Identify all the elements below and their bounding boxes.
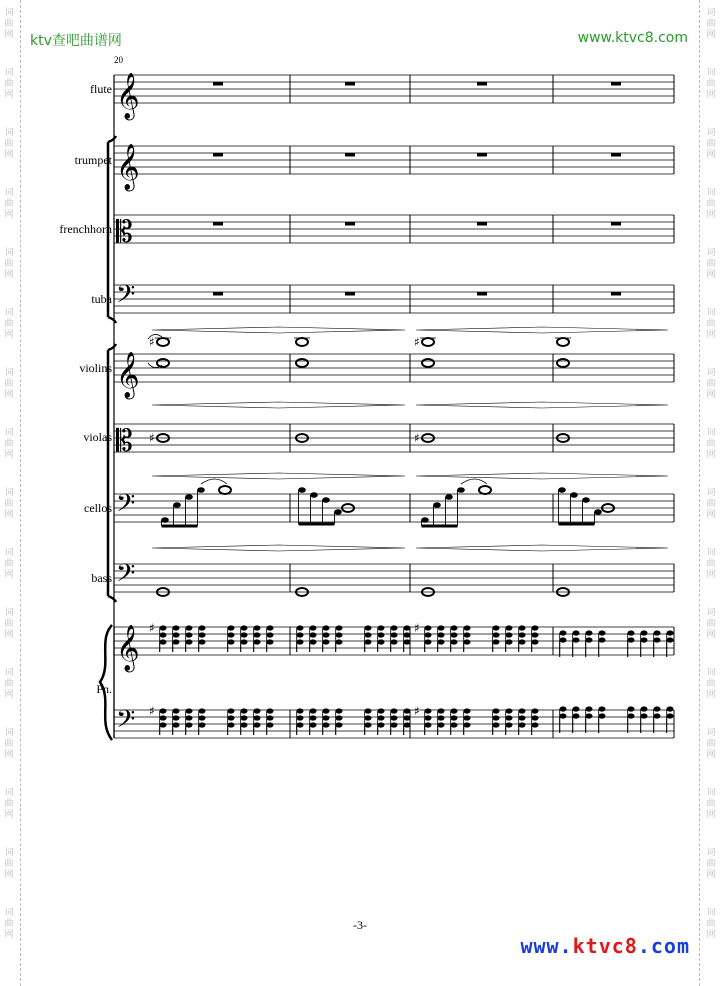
piano-chord-note	[654, 706, 661, 711]
side-watermark-glyph: 词 曲 网	[706, 128, 716, 160]
piano-chord-note	[425, 639, 432, 644]
whole-rest	[213, 292, 223, 296]
sharp-icon: ♯	[149, 335, 155, 349]
piano-chord-note	[173, 715, 180, 720]
piano-chord-note	[628, 630, 635, 635]
sharp-icon: ♯	[414, 621, 420, 635]
piano-chord-note	[425, 708, 432, 713]
piano-chord-note	[464, 625, 471, 630]
eighth-note	[421, 517, 429, 523]
piano-chord-note	[336, 632, 343, 637]
measure-number: 20	[114, 55, 123, 65]
whole-note	[557, 359, 569, 367]
sharp-icon: ♯	[414, 335, 420, 349]
side-watermark-glyph: 词 曲 网	[4, 8, 14, 40]
piano-chord-note	[451, 722, 458, 727]
piano-chord-note	[391, 722, 398, 727]
piano-chord-note	[641, 713, 648, 718]
piano-chord-note	[532, 625, 539, 630]
whole-rest	[345, 153, 355, 157]
piano-chord-note	[173, 722, 180, 727]
side-watermark-glyph: 词 曲 网	[4, 488, 14, 520]
tie	[201, 479, 227, 484]
piano-chord-note	[310, 715, 317, 720]
piano-chord-note	[199, 639, 206, 644]
piano-chord-note	[438, 722, 445, 727]
piano-chord-note	[323, 625, 330, 630]
piano-chord-note	[464, 708, 471, 713]
eighth-note	[570, 492, 578, 498]
piano-chord-note	[378, 715, 385, 720]
piano-chord-note	[336, 715, 343, 720]
footer-url-prefix: www.	[520, 934, 573, 958]
piano-chord-note	[493, 708, 500, 713]
piano-chord-note	[654, 713, 661, 718]
piano-chord-note	[573, 706, 580, 711]
piano-chord-note	[228, 722, 235, 727]
side-watermark-glyph: 词 曲 网	[706, 188, 716, 220]
side-watermark-glyph: 词 曲 网	[706, 608, 716, 640]
eighth-note	[594, 509, 602, 515]
piano-chord-note	[493, 625, 500, 630]
piano-chord-note	[160, 722, 167, 727]
piano-chord-note	[451, 625, 458, 630]
clef-icon: 𝄡	[116, 424, 133, 459]
piano-chord-note	[323, 708, 330, 713]
whole-rest	[611, 222, 621, 226]
piano-chord-note	[297, 639, 304, 644]
piano-chord-note	[336, 625, 343, 630]
eighth-note	[173, 502, 181, 508]
piano-chord-note	[199, 715, 206, 720]
whole-rest	[477, 153, 487, 157]
site-name-header: ktv查吧曲谱网	[30, 33, 122, 49]
piano-chord-note	[560, 637, 567, 642]
whole-note	[557, 338, 569, 346]
piano-chord-note	[425, 715, 432, 720]
piano-chord-note	[336, 722, 343, 727]
piano-chord-note	[391, 708, 398, 713]
piano-chord-note	[297, 708, 304, 713]
piano-chord-note	[573, 637, 580, 642]
piano-chord-note	[532, 722, 539, 727]
piano-chord-note	[628, 637, 635, 642]
whole-note	[296, 359, 308, 367]
piano-chord-note	[654, 637, 661, 642]
whole-rest	[477, 82, 487, 86]
piano-chord-note	[586, 637, 593, 642]
piano-chord-note	[519, 632, 526, 637]
piano-chord-note	[310, 639, 317, 644]
eighth-note	[197, 487, 205, 493]
side-watermark-glyph: 词 曲 网	[706, 908, 716, 940]
whole-rest	[477, 292, 487, 296]
side-watermark-glyph: 词 曲 网	[706, 68, 716, 100]
piano-chord-note	[667, 706, 674, 711]
strings-bracket	[108, 344, 116, 602]
whole-rest	[213, 222, 223, 226]
piano-chord-note	[297, 715, 304, 720]
piano-chord-note	[404, 715, 411, 720]
piano-chord-note	[519, 715, 526, 720]
piano-chord-note	[404, 639, 411, 644]
piano-chord-note	[560, 630, 567, 635]
side-watermark-glyph: 词 曲 网	[4, 128, 14, 160]
piano-chord-note	[241, 632, 248, 637]
piano-chord-note	[228, 625, 235, 630]
piano-chord-note	[451, 639, 458, 644]
piano-chord-note	[160, 632, 167, 637]
piano-chord-note	[391, 639, 398, 644]
side-watermark-glyph: 词 曲 网	[706, 248, 716, 280]
piano-chord-note	[438, 639, 445, 644]
piano-chord-note	[254, 625, 261, 630]
side-watermark-glyph: 词 曲 网	[706, 848, 716, 880]
sharp-icon: ♯	[149, 431, 155, 445]
whole-note	[422, 359, 434, 367]
piano-chord-note	[186, 632, 193, 637]
eighth-note	[558, 487, 566, 493]
piano-chord-note	[378, 639, 385, 644]
whole-rest	[213, 82, 223, 86]
piano-chord-note	[254, 722, 261, 727]
piano-chord-note	[267, 715, 274, 720]
hairpin	[152, 545, 405, 551]
piano-chord-note	[438, 708, 445, 713]
piano-chord-note	[365, 632, 372, 637]
piano-chord-note	[532, 708, 539, 713]
piano-chord-note	[241, 625, 248, 630]
piano-chord-note	[365, 708, 372, 713]
piano-chord-note	[267, 708, 274, 713]
side-watermark-glyph: 词 曲 网	[4, 188, 14, 220]
piano-chord-note	[186, 639, 193, 644]
instrument-label-bass: bass	[91, 571, 112, 585]
clef-icon: 𝄢	[116, 559, 136, 594]
piano-chord-note	[186, 715, 193, 720]
piano-chord-note	[173, 625, 180, 630]
piano-chord-note	[173, 639, 180, 644]
piano-chord-note	[404, 625, 411, 630]
piano-chord-note	[310, 632, 317, 637]
side-watermark-glyph: 词 曲 网	[4, 68, 14, 100]
eighth-note	[322, 497, 330, 503]
side-watermark-glyph: 词 曲 网	[4, 728, 14, 760]
piano-chord-note	[267, 632, 274, 637]
side-watermark-glyph: 词 曲 网	[4, 548, 14, 580]
piano-chord-note	[532, 639, 539, 644]
piano-chord-note	[378, 708, 385, 713]
piano-chord-note	[186, 625, 193, 630]
piano-chord-note	[641, 630, 648, 635]
piano-chord-note	[186, 722, 193, 727]
piano-chord-note	[532, 715, 539, 720]
instrument-label-tuba: tuba	[91, 292, 112, 306]
whole-rest	[345, 292, 355, 296]
clef-icon: 𝄞	[116, 625, 140, 671]
piano-chord-note	[404, 708, 411, 713]
piano-chord-note	[160, 708, 167, 713]
piano-chord-note	[160, 625, 167, 630]
piano-chord-note	[506, 708, 513, 713]
whole-rest	[213, 153, 223, 157]
piano-chord-note	[464, 715, 471, 720]
piano-chord-note	[323, 632, 330, 637]
piano-chord-note	[506, 625, 513, 630]
piano-chord-note	[160, 715, 167, 720]
side-watermark-glyph: 词 曲 网	[706, 428, 716, 460]
piano-chord-note	[599, 713, 606, 718]
piano-chord-note	[241, 708, 248, 713]
piano-chord-note	[560, 713, 567, 718]
piano-chord-note	[451, 715, 458, 720]
instrument-label-piano: Pn.	[96, 682, 112, 696]
hairpin	[416, 402, 668, 408]
piano-chord-note	[586, 713, 593, 718]
piano-chord-note	[586, 630, 593, 635]
piano-chord-note	[532, 632, 539, 637]
eighth-note	[185, 494, 193, 500]
piano-chord-note	[519, 625, 526, 630]
piano-chord-note	[378, 625, 385, 630]
piano-chord-note	[199, 722, 206, 727]
piano-chord-note	[438, 715, 445, 720]
piano-chord-note	[297, 625, 304, 630]
whole-note	[296, 338, 308, 346]
piano-chord-note	[267, 722, 274, 727]
piano-chord-note	[365, 722, 372, 727]
piano-chord-note	[573, 630, 580, 635]
piano-chord-note	[391, 625, 398, 630]
piano-chord-note	[519, 639, 526, 644]
piano-chord-note	[241, 722, 248, 727]
sharp-icon: ♯	[414, 431, 420, 445]
piano-chord-note	[451, 632, 458, 637]
piano-chord-note	[628, 706, 635, 711]
instrument-label-trumpet: trumpet	[74, 153, 112, 167]
hairpin	[416, 327, 668, 333]
piano-chord-note	[560, 706, 567, 711]
piano-chord-note	[425, 632, 432, 637]
side-watermark-glyph: 词 曲 网	[706, 308, 716, 340]
piano-chord-note	[297, 632, 304, 637]
side-watermark-glyph: 词 曲 网	[706, 548, 716, 580]
whole-rest	[345, 82, 355, 86]
piano-chord-note	[241, 639, 248, 644]
piano-chord-note	[641, 637, 648, 642]
piano-chord-note	[297, 722, 304, 727]
piano-chord-note	[438, 632, 445, 637]
piano-chord-note	[173, 632, 180, 637]
piano-chord-note	[323, 722, 330, 727]
piano-chord-note	[336, 708, 343, 713]
piano-chord-note	[186, 708, 193, 713]
piano-chord-note	[254, 708, 261, 713]
piano-chord-note	[378, 722, 385, 727]
side-watermark-glyph: 词 曲 网	[706, 368, 716, 400]
piano-chord-note	[199, 625, 206, 630]
instrument-label-violas: violas	[83, 430, 112, 444]
footer-site-url	[520, 934, 690, 958]
piano-chord-note	[586, 706, 593, 711]
piano-chord-note	[464, 639, 471, 644]
piano-chord-note	[378, 632, 385, 637]
clef-icon: 𝄞	[116, 73, 140, 119]
clef-icon: 𝄢	[116, 705, 136, 740]
site-url-header: www.ktvc8.com	[577, 30, 688, 46]
eighth-note	[433, 502, 441, 508]
piano-chord-note	[310, 625, 317, 630]
piano-chord-note	[310, 708, 317, 713]
piano-chord-note	[228, 715, 235, 720]
side-watermark-glyph: 词 曲 网	[706, 668, 716, 700]
instrument-label-violins: violins	[79, 361, 112, 375]
side-watermark-glyph: 词 曲 网	[4, 428, 14, 460]
piano-chord-note	[464, 632, 471, 637]
side-watermark-glyph: 词 曲 网	[706, 788, 716, 820]
piano-chord-note	[425, 722, 432, 727]
piano-chord-note	[199, 708, 206, 713]
piano-chord-note	[519, 722, 526, 727]
hairpin	[152, 473, 405, 479]
piano-chord-note	[667, 637, 674, 642]
side-watermark-glyph: 词 曲 网	[4, 788, 14, 820]
piano-chord-note	[451, 708, 458, 713]
side-watermark-glyph: 词 曲 网	[706, 488, 716, 520]
piano-chord-note	[173, 708, 180, 713]
piano-chord-note	[493, 639, 500, 644]
piano-chord-note	[519, 708, 526, 713]
eighth-note	[310, 492, 318, 498]
piano-chord-note	[323, 715, 330, 720]
side-watermark-glyph: 词 曲 网	[4, 668, 14, 700]
piano-chord-note	[391, 632, 398, 637]
piano-chord-note	[506, 722, 513, 727]
instrument-label-flute: flute	[90, 82, 112, 96]
piano-chord-note	[365, 639, 372, 644]
clef-icon: 𝄞	[116, 144, 140, 190]
piano-chord-note	[573, 713, 580, 718]
side-watermark-glyph: 词 曲 网	[4, 848, 14, 880]
clef-icon: 𝄡	[116, 215, 133, 250]
piano-chord-note	[365, 625, 372, 630]
piano-chord-note	[667, 630, 674, 635]
piano-chord-note	[267, 625, 274, 630]
piano-chord-note	[599, 630, 606, 635]
whole-rest	[611, 292, 621, 296]
footer-url-brand: ktvc8	[572, 934, 638, 958]
side-watermark-glyph: 词 曲 网	[4, 368, 14, 400]
hairpin	[416, 545, 668, 551]
piano-chord-note	[425, 625, 432, 630]
piano-chord-note	[641, 706, 648, 711]
clef-icon: 𝄢	[116, 280, 136, 315]
sharp-icon: ♯	[414, 704, 420, 718]
side-watermark-glyph: 词 曲 网	[4, 308, 14, 340]
piano-chord-note	[628, 713, 635, 718]
piano-chord-note	[506, 639, 513, 644]
tie	[461, 479, 487, 484]
side-watermark-glyph: 词 曲 网	[706, 8, 716, 40]
piano-chord-note	[654, 630, 661, 635]
piano-chord-note	[599, 706, 606, 711]
piano-chord-note	[254, 632, 261, 637]
hairpin	[416, 473, 668, 479]
hairpin	[152, 327, 405, 333]
whole-rest	[611, 82, 621, 86]
piano-chord-note	[241, 715, 248, 720]
piano-chord-note	[365, 715, 372, 720]
hairpin	[152, 402, 405, 408]
piano-chord-note	[310, 722, 317, 727]
instrument-label-frenchhorn: frenchhorn	[59, 222, 112, 236]
piano-chord-note	[267, 639, 274, 644]
eighth-note	[582, 497, 590, 503]
piano-chord-note	[404, 632, 411, 637]
whole-note	[422, 338, 434, 346]
sharp-icon: ♯	[149, 621, 155, 635]
piano-chord-note	[599, 637, 606, 642]
page-number: -3-	[353, 918, 367, 932]
piano-chord-note	[464, 722, 471, 727]
piano-chord-note	[493, 632, 500, 637]
eighth-note	[457, 487, 465, 493]
whole-note	[157, 338, 169, 346]
eighth-note	[334, 509, 342, 515]
side-watermark-glyph: 词 曲 网	[4, 608, 14, 640]
whole-note	[157, 359, 169, 367]
whole-rest	[611, 153, 621, 157]
piano-chord-note	[228, 632, 235, 637]
piano-chord-note	[323, 639, 330, 644]
piano-chord-note	[506, 632, 513, 637]
piano-chord-note	[160, 639, 167, 644]
sharp-icon: ♯	[149, 704, 155, 718]
whole-rest	[477, 222, 487, 226]
piano-chord-note	[493, 715, 500, 720]
piano-chord-note	[667, 713, 674, 718]
eighth-note	[161, 517, 169, 523]
instrument-label-cellos: cellos	[84, 501, 112, 515]
eighth-note	[445, 494, 453, 500]
piano-chord-note	[391, 715, 398, 720]
clef-icon: 𝄢	[116, 489, 136, 524]
eighth-note	[298, 487, 306, 493]
piano-chord-note	[254, 715, 261, 720]
piano-chord-note	[228, 708, 235, 713]
piano-chord-note	[493, 722, 500, 727]
piano-chord-note	[506, 715, 513, 720]
piano-chord-note	[438, 625, 445, 630]
footer-url-suffix: .com	[637, 934, 690, 958]
piano-chord-note	[254, 639, 261, 644]
whole-rest	[345, 222, 355, 226]
piano-chord-note	[228, 639, 235, 644]
whole-note	[479, 486, 491, 494]
side-watermark-glyph: 词 曲 网	[706, 728, 716, 760]
side-watermark-glyph: 词 曲 网	[4, 908, 14, 940]
piano-chord-note	[336, 639, 343, 644]
piano-chord-note	[404, 722, 411, 727]
piano-chord-note	[199, 632, 206, 637]
clef-icon: 𝄞	[116, 352, 140, 398]
whole-note	[219, 486, 231, 494]
side-watermark-glyph: 词 曲 网	[4, 248, 14, 280]
